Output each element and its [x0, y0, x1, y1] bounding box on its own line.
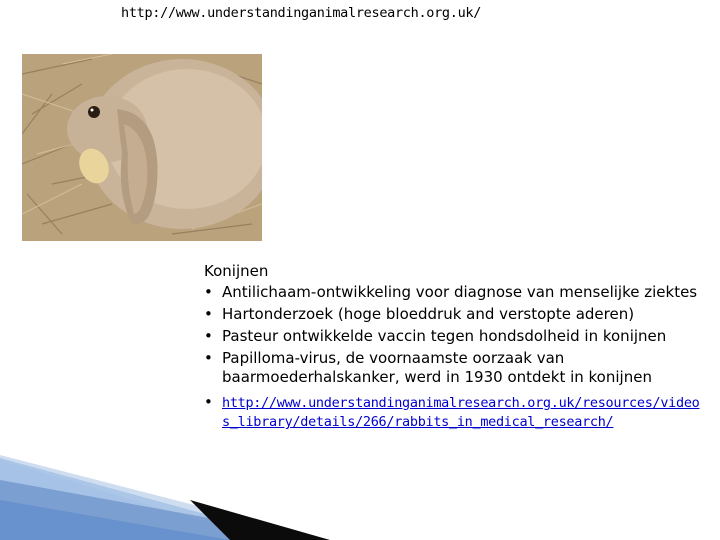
resource-link[interactable]: http://www.understandinganimalresearch.org.uk/resources/videos_library/details/266/rabbits_in_medical_research/ [222, 395, 700, 430]
list-item-text: Papilloma-virus, de voornaamste oorzaak van baarmoederhalskanker, werd in 1930 ontdekt in konijnen [222, 349, 652, 386]
list-item [204, 327, 704, 346]
bullet-icon: • [204, 349, 213, 367]
section-heading: Konijnen [204, 262, 269, 280]
list-item-text: Antilichaam-ontwikkeling voor diagnose van menselijke ziektes [222, 283, 698, 301]
bullet-icon: • [204, 393, 213, 411]
list-item-text: Hartonderzoek (hoge bloeddruk and verstopte aderen) [222, 305, 635, 323]
slide-content [204, 262, 704, 434]
list-item-text: Pasteur ontwikkelde vaccin tegen hondsdolheid in konijnen [222, 327, 667, 345]
list-item [204, 349, 704, 387]
list-item [204, 305, 704, 324]
rabbit-photo [22, 54, 262, 241]
list-item [204, 393, 704, 431]
bullet-icon: • [204, 327, 213, 345]
corner-decoration [0, 440, 330, 540]
bullet-list [204, 283, 704, 431]
header-url: http://www.understandinganimalresearch.org.uk/ [121, 5, 482, 21]
bullet-icon: • [204, 305, 213, 323]
bullet-icon: • [204, 283, 213, 301]
list-item [204, 283, 704, 302]
